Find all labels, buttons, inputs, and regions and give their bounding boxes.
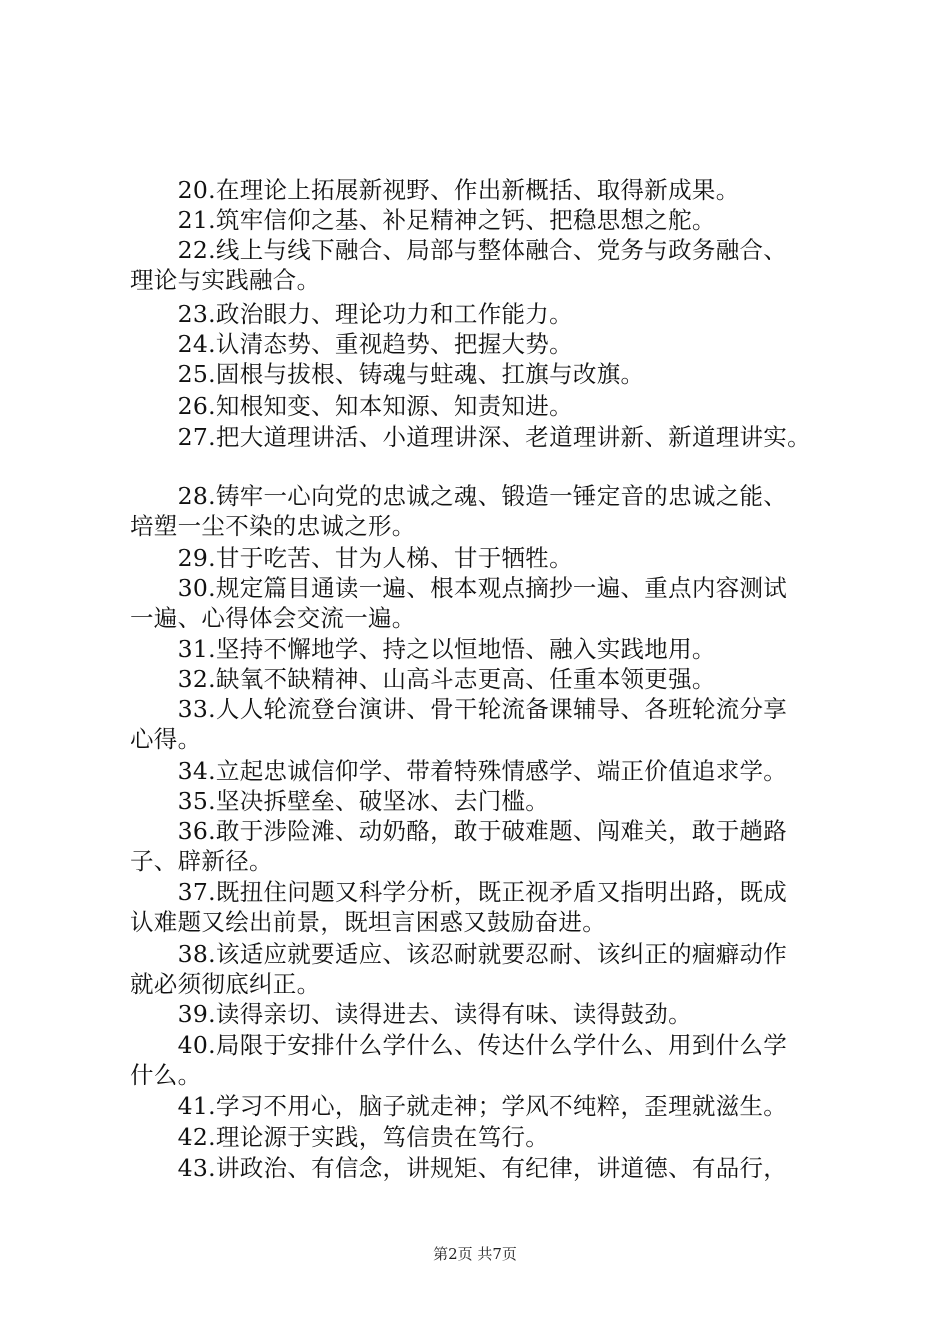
list-item [130,940,846,999]
list-item [130,817,846,876]
item-text: 规定篇目通读一遍、根本观点摘抄一遍、重点内容测试 [215,574,788,602]
item-text-continued: 一遍、心得体会交流一遍。 [130,603,416,632]
list-item [130,206,846,236]
item-number: 40. [177,1031,216,1059]
page-footer [0,1243,950,1264]
item-text: 人人轮流登台演讲、骨干轮流备课辅导、各班轮流分享 [215,695,788,723]
list-item [130,878,846,937]
list-item [130,423,870,453]
list-item [130,392,846,422]
item-text: 讲政治、有信念，讲规矩、有纪律，讲道德、有品行， [215,1154,788,1182]
item-number: 21. [177,206,216,234]
item-number: 38. [177,940,216,968]
item-text-continued: 培塑一尘不染的忠诚之形。 [130,511,416,540]
list-item [130,635,846,665]
list-item [130,544,846,574]
item-number: 24. [177,330,216,358]
item-number: 37. [177,878,216,906]
list-item [130,330,846,360]
item-text: 甘于吃苦、甘为人梯、甘于牺牲。 [215,544,573,572]
item-number: 26. [177,392,216,420]
item-text: 局限于安排什么学什么、传达什么学什么、用到什么学 [215,1031,788,1059]
item-text: 立起忠诚信仰学、带着特殊情感学、端正价值追求学。 [215,757,788,785]
item-number: 33. [177,695,216,723]
item-text-continued: 就必须彻底纠正。 [130,969,321,998]
item-text: 既扭住问题又科学分析，既正视矛盾又指明出路，既成 [215,878,788,906]
item-text: 知根知变、知本知源、知责知进。 [215,392,573,420]
item-text-continued: 什么。 [130,1060,202,1089]
item-text: 把大道理讲活、小道理讲深、老道理讲新、新道理讲实。 [215,423,811,451]
list-item [130,1000,846,1030]
item-text: 线上与线下融合、局部与整体融合、党务与政务融合、 [215,236,788,264]
item-number: 39. [177,1000,216,1028]
item-text: 缺氧不缺精神、山高斗志更高、任重本领更强。 [215,665,716,693]
list-item [130,665,846,695]
item-text: 在理论上拓展新视野、作出新概括、取得新成果。 [215,176,740,204]
list-item [130,176,846,206]
list-item [130,695,846,754]
item-text-continued: 认难题又绘出前景，既坦言困惑又鼓励奋进。 [130,907,606,936]
item-text: 筑牢信仰之基、补足精神之钙、把稳思想之舵。 [215,206,716,234]
item-text-continued: 子、辟新径。 [130,846,273,875]
item-text: 认清态势、重视趋势、把握大势。 [215,330,573,358]
list-item [130,1123,846,1153]
item-text: 固根与拔根、铸魂与蛀魂、扛旗与改旗。 [215,360,645,388]
item-number: 29. [177,544,216,572]
item-text: 坚持不懈地学、持之以恒地悟、融入实践地用。 [215,635,716,663]
list-item [130,574,846,633]
item-number: 28. [177,482,216,510]
item-number: 25. [177,360,216,388]
list-item [130,1092,846,1122]
item-number: 22. [177,236,216,264]
item-number: 23. [177,300,216,328]
item-number: 42. [177,1123,216,1151]
item-text: 坚决拆壁垒、破坚冰、去门槛。 [215,787,550,815]
list-item [130,757,846,787]
item-number: 36. [177,817,216,845]
list-item [130,236,846,295]
item-number: 34. [177,757,216,785]
item-number: 31. [177,635,216,663]
item-number: 32. [177,665,216,693]
item-text-continued: 理论与实践融合。 [130,265,321,294]
item-number: 41. [177,1092,216,1120]
list-item [130,1154,846,1184]
list-item [130,360,846,390]
item-text: 铸牢一心向党的忠诚之魂、锻造一锤定音的忠诚之能、 [215,482,788,510]
item-text: 理论源于实践，笃信贵在笃行。 [215,1123,550,1151]
item-number: 30. [177,574,216,602]
item-text: 敢于涉险滩、动奶酪，敢于破难题、闯难关，敢于趟路 [215,817,788,845]
item-text: 学习不用心，脑子就走神；学风不纯粹，歪理就滋生。 [215,1092,788,1120]
list-item [130,482,846,541]
item-number: 35. [177,787,216,815]
item-text: 政治眼力、理论功力和工作能力。 [215,300,573,328]
list-item [130,300,846,330]
item-number: 27. [177,423,216,451]
item-text-continued: 心得。 [130,724,202,753]
list-item [130,787,846,817]
item-text: 该适应就要适应、该忍耐就要忍耐、该纠正的痼癖动作 [215,940,788,968]
list-item [130,1031,846,1090]
item-number: 43. [177,1154,216,1182]
page-indicator: 第2页 共7页 [433,1245,517,1263]
item-number: 20. [177,176,216,204]
item-text: 读得亲切、读得进去、读得有味、读得鼓劲。 [215,1000,692,1028]
